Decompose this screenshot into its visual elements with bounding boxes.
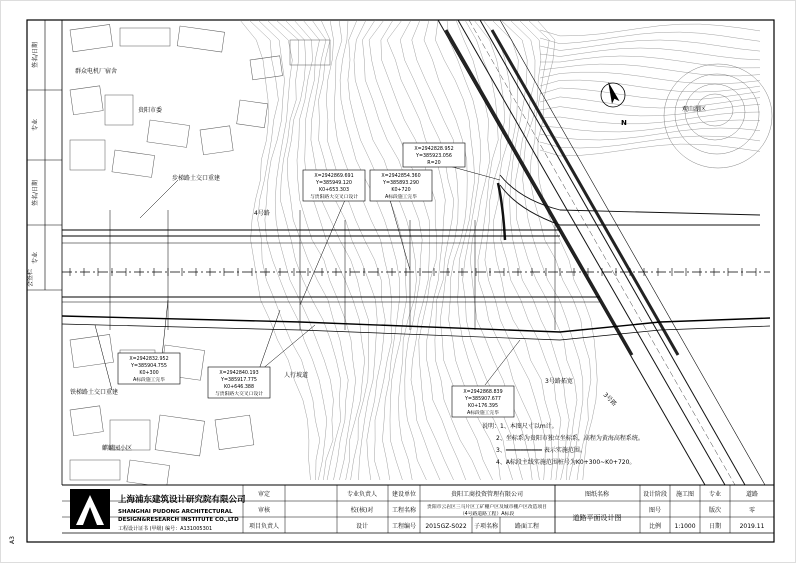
label-north-factory: 群众电机厂宿舍 — [75, 68, 118, 75]
company-logo — [70, 489, 110, 529]
project-no-value: 2015GZ-S022 — [425, 523, 467, 530]
coordinate-line: X=2942828.952 — [414, 147, 454, 152]
label-road4: 4号路 — [254, 210, 270, 217]
note-2: 2、坐标系为贵阳市独立坐标系，高程为黄海高程系统。 — [496, 435, 644, 442]
label-elev: 3号路 — [601, 391, 618, 408]
sheet-no-label: 图号 — [648, 507, 662, 514]
drawing-name: 道路平面设计图 — [572, 514, 622, 522]
discipline-value: 道路 — [745, 491, 759, 498]
coordinate-line: X=2942832.952 — [129, 357, 169, 362]
coordinate-line: K0+646.388 — [223, 385, 255, 390]
project-label: 工程名称 — [391, 507, 417, 514]
date-value: 2019.11 — [739, 523, 765, 530]
coordinate-box — [118, 353, 180, 384]
version-value: 零 — [748, 507, 756, 514]
company-name-en1: SHANGHAI PUDONG ARCHITECTURAL — [118, 509, 233, 515]
coordinate-line: A标段施工完毕 — [466, 411, 500, 416]
margin-label-4: 专业 — [32, 251, 39, 265]
label-crossing1: 步梯路土交口重建 — [172, 175, 221, 182]
date-label: 日期 — [708, 523, 722, 530]
coordinate-line: K0+300 — [139, 371, 159, 376]
company-name-cn: 上海浦东建筑设计研究院有限公司 — [118, 495, 246, 505]
coordinate-box — [403, 143, 465, 167]
label-crossing2: 铁梯路土交口重建 — [70, 389, 119, 396]
discipline-lead-label: 专业负责人 — [346, 491, 378, 498]
coordinate-line: X=2942840.193 — [219, 371, 259, 376]
coordinate-line: K0+653.303 — [318, 188, 350, 193]
coordinate-box — [208, 367, 270, 398]
coordinate-box — [303, 170, 365, 201]
coordinate-line: X=2942854.360 — [381, 174, 421, 179]
coordinate-line: X=2942868.839 — [463, 390, 503, 395]
coordinate-line: X=2942869.691 — [314, 174, 354, 179]
company-cert: 工程设计证书 (甲级) 编号：A131005301 — [118, 526, 213, 532]
coordinate-line: K0+720 — [391, 188, 411, 193]
review-label: 审核 — [257, 507, 271, 514]
stage-value: 施工图 — [675, 491, 695, 498]
label-east-park: 观山湖区 — [682, 106, 707, 113]
note-1: 说明：1、本图尺寸以m计。 — [482, 423, 558, 430]
scale-label: 比例 — [648, 523, 662, 530]
project-lead-label: 项目负责人 — [248, 523, 280, 530]
client-label: 建设单位 — [391, 491, 417, 498]
north-arrow-label: N — [621, 119, 627, 127]
coordinate-line: R=20 — [427, 161, 441, 166]
label-sidewalk: 人行坡道 — [284, 372, 309, 379]
coordinate-box — [370, 170, 432, 201]
margin-label-3: 签名/日期 — [32, 179, 39, 207]
sub-value: 路面工程 — [514, 523, 540, 530]
coordinate-line: 与贵阳路大交叉口设计 — [310, 195, 358, 200]
discipline-label: 专业 — [708, 491, 722, 498]
drawing-label: 图纸名称 — [584, 491, 610, 498]
check-label: 校(核)对 — [350, 507, 374, 514]
note-3: 3、━━━━━━━━━━ 表示实施范围。 — [496, 447, 586, 454]
margin-label-2: 专业 — [32, 118, 39, 132]
label-road3: 3号路拓宽 — [545, 378, 573, 385]
coordinate-line: A标段施工完毕 — [132, 378, 166, 383]
scale-value: 1:1000 — [674, 523, 696, 530]
note-4: 4、A标段主线实施范围桩号为K0+300~K0+720。 — [496, 459, 636, 466]
design-label: 设计 — [355, 523, 369, 530]
label-gate: 贵阳市委 — [138, 107, 163, 114]
label-residential: 麒麟园小区 — [102, 445, 133, 452]
margin-label-1: 签名/日期 — [32, 41, 39, 69]
project-no-label: 工程编号 — [391, 523, 417, 530]
approve-label: 审定 — [257, 491, 271, 498]
company-name-en2: DESIGN&RESEARCH INSTITUTE CO.,LTD — [118, 517, 239, 523]
coordinate-line: Y=385923.056 — [416, 154, 452, 159]
stage-label: 设计阶段 — [642, 491, 668, 498]
coordinate-line: Y=385949.120 — [316, 181, 352, 186]
coordinate-line: Y=385893.290 — [383, 181, 419, 186]
client-value: 贵阳工商投资管理有限公司 — [450, 491, 524, 498]
margin-label-5: 会签栏 — [27, 268, 34, 288]
coordinate-line: 与贵阳路大交叉口设计 — [215, 392, 263, 397]
coordinate-box — [452, 386, 514, 417]
version-label: 版次 — [708, 507, 722, 514]
project-name-1: 贵阳市云岩区三马片区工矿棚户区及城市棚户区改造项目 — [427, 505, 547, 510]
project-name-2: （4号路道路工程）A标段 — [459, 512, 515, 517]
sub-label: 子项名称 — [473, 523, 499, 530]
coordinate-line: A标段施工完毕 — [384, 195, 418, 200]
coordinate-line: Y=385904.755 — [131, 364, 167, 369]
coordinate-line: Y=385907.677 — [465, 397, 501, 402]
side-label: A3 — [9, 536, 16, 544]
coordinate-line: K0+176.395 — [467, 404, 499, 409]
coordinate-line: Y=385917.775 — [221, 378, 257, 383]
